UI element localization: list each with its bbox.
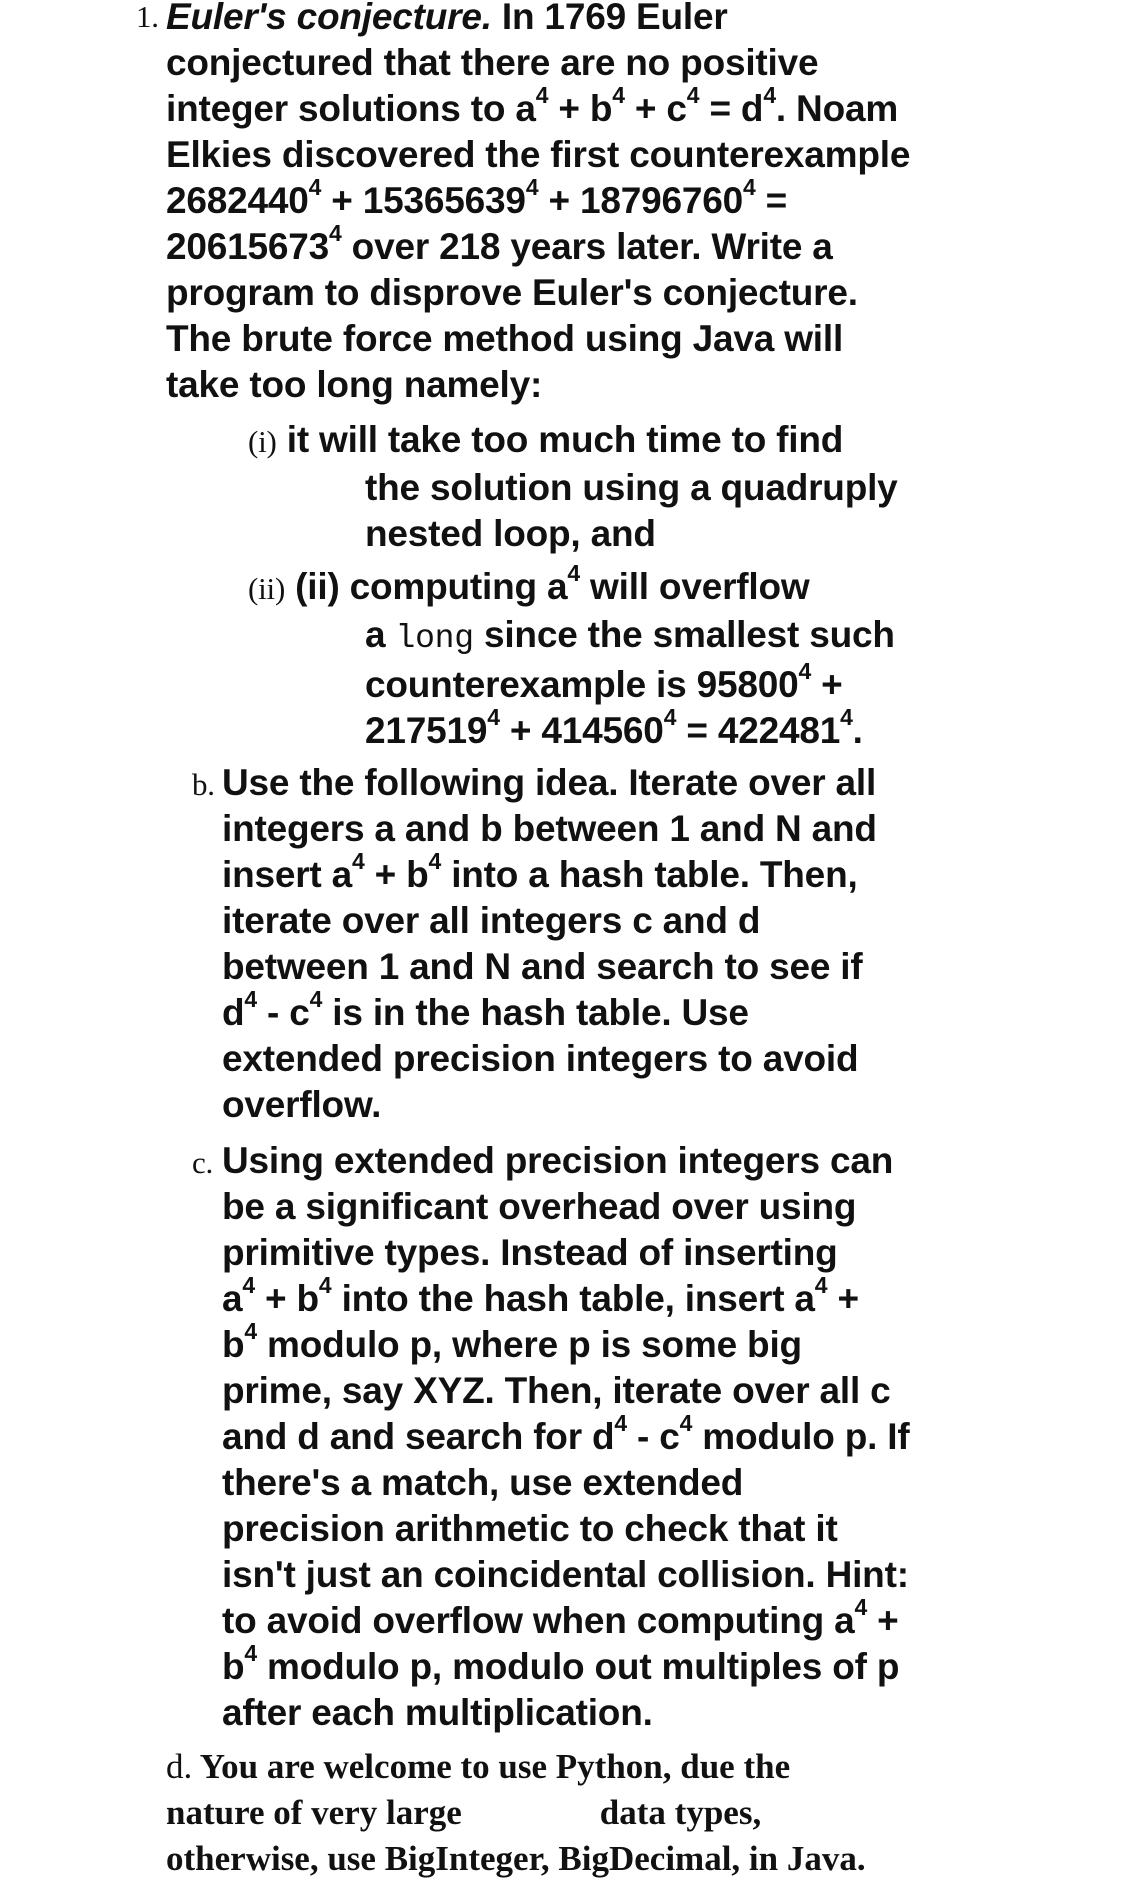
item-c-line-12: $b^4$ modulo p, modulo out multiples of p [222,1640,900,1687]
item-b-line-5: between 1 and N and search to see if [222,946,863,987]
item-ii-marker: (ii) [248,571,286,606]
item-1-line-7: program to disprove Euler's conjecture. [166,272,858,313]
item-b [192,760,1072,1128]
item-c-line-7: and d and search for $d^4 - c^4$ modulo p. If [222,1410,910,1457]
item-d-line-3: otherwise, use BigInteger, BigDecimal, in Java. [166,1839,866,1878]
item-ii-line-2: a long since the smallest such [365,614,895,657]
item-b-marker: b. [192,767,215,802]
item-c-line-3: primitive types. Instead of inserting [222,1232,838,1273]
item-1-marker: 1. [136,0,159,34]
item-c-marker: c. [192,1145,214,1180]
item-1-line-1: Euler's conjecture. In 1769 Euler [166,0,1066,40]
item-i-marker: (i) [248,424,277,459]
item-d-line-2: nature of very large data types, [166,1793,762,1832]
item-1-line-4: Elkies discovered the first counterexample [166,134,911,175]
item-ii-line-3: counterexample is $95800^4$ + [365,658,843,705]
item-d-marker: d. [166,1747,193,1786]
item-c-line-11: to avoid overflow when computing $a^4$ + [222,1594,899,1641]
item-ii [248,560,1048,754]
item-b-line-7: extended precision integers to avoid [222,1038,859,1079]
item-i-line-2: the solution using a quadruply [365,467,898,508]
item-c-line-10: isn't just an coincidental collision. Hint: [222,1554,909,1595]
item-b-line-1: Use the following idea. Iterate over all [222,762,877,803]
item-1-line-3: integer solutions to $a^4 + b^4 + c^4 = d^4$. Noam [166,82,899,129]
item-1-line-8: The brute force method using Java will [166,318,844,359]
item-b-line-6: $d^4 - c^4$ is in the hash table. Use [222,986,749,1033]
item-d-line-1: d. You are welcome to use Python, due the [166,1747,791,1786]
item-1-line-2: conjectured that there are no positive [166,42,819,83]
item-ii-line-4: $217519^4 + 414560^4 = 422481^4$. [365,704,863,751]
item-1-line-9: take too long namely: [166,364,543,405]
item-d [166,1744,1116,1882]
item-c [192,1138,1102,1736]
code-long: long [395,620,474,657]
item-c-line-5: $b^4$ modulo p, where p is some big [222,1318,802,1365]
item-c-line-6: prime, say XYZ. Then, iterate over all c [222,1370,891,1411]
item-b-line-3: insert $a^4 + b^4$ into a hash table. Then, [222,848,858,895]
item-c-line-8: there's a match, use extended [222,1462,744,1503]
item-b-line-8: overflow. [222,1084,382,1125]
item-c-line-4: $a^4 + b^4$ into the hash table, insert $a^4$ + [222,1272,859,1319]
item-c-line-2: be a significant overhead over using [222,1186,857,1227]
item-1 [136,0,1066,408]
item-1-line-5: $2682440^4 + 15365639^4 + 18796760^4$ = [166,174,788,221]
item-1-line-6: 20615673$^4$ over 218 years later. Write a [166,220,833,267]
item-ii-line-1: (ii) (ii) computing $a^4$ will overflow [248,560,810,607]
item-i-line-3: nested loop, and [365,513,656,554]
item-i-line-1: (i) it will take too much time to find [248,419,844,460]
item-c-line-13: after each multiplication. [222,1692,653,1733]
item-b-line-2: integers a and b between 1 and N and [222,808,877,849]
item-i [248,417,1048,557]
item-c-line-1: Using extended precision integers can [222,1140,894,1181]
item-c-line-9: precision arithmetic to check that it [222,1508,838,1549]
item-1-title: Euler's conjecture. [166,0,492,37]
item-b-line-4: iterate over all integers c and d [222,900,761,941]
